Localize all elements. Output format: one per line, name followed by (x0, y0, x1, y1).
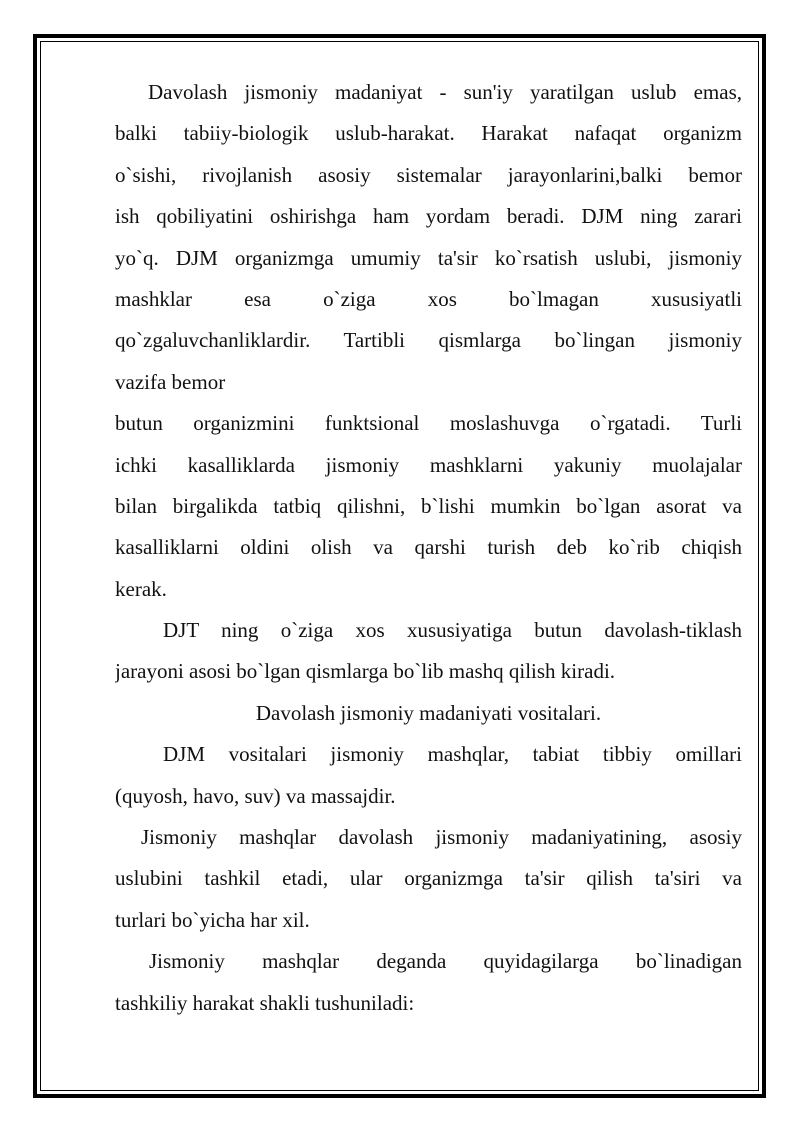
text-line: vazifa bemor (115, 369, 226, 394)
text-line: tashkiliy harakat shakli tushuniladi: (115, 990, 415, 1015)
text-line: ichki kasalliklarda jismoniy mashklarni yakuniy muolajalar (115, 452, 742, 477)
text-line: turlari bo`yicha har xil. (115, 907, 310, 932)
text-line: kasalliklarni oldini olish va qarshi turish deb ko`rib chiqish (115, 535, 742, 560)
text-line: Jismoniy mashqlar deganda quyidagilarga bo`linadigan (149, 949, 742, 974)
text-line: mashklar esa o`ziga xos bo`lmagan xususiyatli (115, 286, 742, 311)
text-line: DJM vositalari jismoniy mashqlar, tabiat tibbiy omillari (163, 742, 742, 767)
section-heading: Davolash jismoniy madaniyati vositalari. (255, 700, 602, 725)
text-line: kerak. (115, 576, 167, 601)
text-line: ish qobiliyatini oshirishga ham yordam beradi. DJM ning zarari (115, 204, 742, 229)
text-line: balki tabiiy-biologik uslub-harakat. Harakat nafaqat organizm (115, 121, 742, 146)
document-body (115, 72, 742, 1024)
text-line: (quyosh, havo, suv) va massajdir. (115, 783, 396, 808)
text-line: uslubini tashkil etadi, ular organizmga ta'sir qilish ta'siri va (115, 866, 742, 891)
text-line: Jismoniy mashqlar davolash jismoniy madaniyatining, asosiy (141, 825, 742, 850)
text-line: Davolash jismoniy madaniyat - sun'iy yaratilgan uslub emas, (148, 80, 742, 104)
text-line: DJT ning o`ziga xos xususiyatiga butun davolash-tiklash (163, 618, 742, 643)
text-line: jarayoni asosi bo`lgan qismlarga bo`lib mashq qilish kiradi. (115, 659, 616, 684)
text-line: butun organizmini funktsional moslashuvga o`rgatadi. Turli (115, 411, 742, 436)
text-line: o`sishi, rivojlanish asosiy sistemalar jarayonlarini,balki bemor (115, 162, 742, 187)
text-line: bilan birgalikda tatbiq qilishni, b`lishi mumkin bo`lgan asorat va (115, 493, 742, 518)
text-line: qo`zgaluvchanliklardir. Tartibli qismlarga bo`lingan jismoniy (115, 328, 742, 353)
text-line: yo`q. DJM organizmga umumiy ta'sir ko`rsatish uslubi, jismoniy (115, 245, 742, 270)
